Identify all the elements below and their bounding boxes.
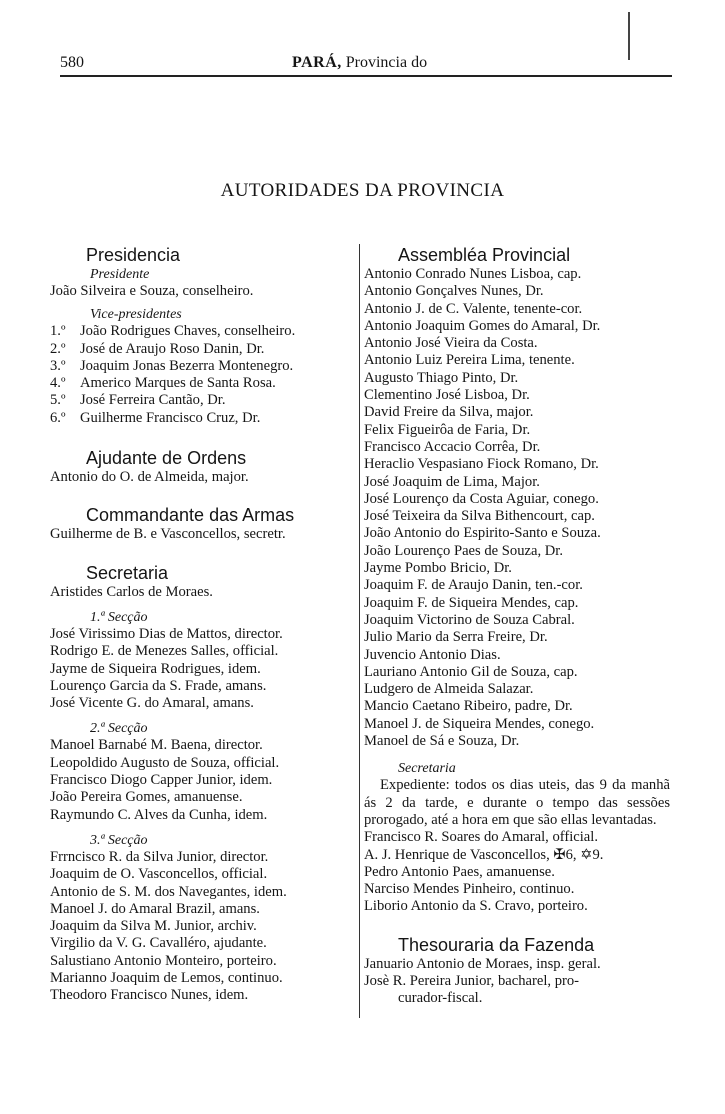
section-heading-assemblea: Assembléa Provincial bbox=[398, 245, 571, 265]
seccao-2-entry: João Pereira Gomes, amanuense. bbox=[50, 789, 243, 806]
subheading-assemblea-secretaria: Secretaria bbox=[398, 761, 456, 777]
assemblea-member: Ludgero de Almeida Salazar. bbox=[364, 681, 534, 698]
thesouraria-entry-continuation: curador-fiscal. bbox=[398, 990, 483, 1007]
expediente-paragraph: Expediente: todos os dias uteis, das 9 da manhã ás 2 da tarde, e durante o tempo das sessões prorogado, até a hora em que são ellas levantadas. bbox=[364, 777, 670, 828]
vice-president-entry: 3.º Joaquim Jonas Bezerra Montenegro. bbox=[50, 357, 294, 374]
seccao-3-entry: Salustiano Antonio Monteiro, porteiro. bbox=[50, 952, 277, 969]
assemblea-member: José Teixeira da Silva Bithencourt, cap. bbox=[364, 508, 595, 525]
subheading-presidente: Presidente bbox=[90, 267, 150, 282]
assemblea-member: Joaquim F. de Siqueira Mendes, cap. bbox=[364, 594, 579, 611]
assemblea-member: Antonio Gonçalves Nunes, Dr. bbox=[364, 283, 544, 300]
seccao-2-entry: Manoel Barnabé M. Baena, director. bbox=[50, 737, 263, 754]
assemblea-member: Antonio Joaquim Gomes do Amaral, Dr. bbox=[364, 317, 601, 334]
header-rule bbox=[60, 75, 672, 77]
page-number: 580 bbox=[60, 54, 84, 71]
assemblea-member: Joaquim F. de Araujo Danin, ten.-cor. bbox=[364, 577, 583, 594]
assemblea-member: Julio Mario da Serra Freire, Dr. bbox=[364, 629, 548, 646]
assemblea-member: David Freire da Silva, major. bbox=[364, 404, 534, 421]
section-heading-secretaria: Secretaria bbox=[86, 562, 169, 583]
assemblea-member: Joaquim Victorino de Souza Cabral. bbox=[364, 611, 575, 628]
seccao-2-entry: Leopoldido Augusto de Souza, official. bbox=[50, 754, 280, 771]
secretaria-head-entry: Aristides Carlos de Moraes. bbox=[50, 583, 213, 600]
subheading-seccao-3: 3.ª Secção bbox=[90, 832, 148, 848]
assemblea-member: Manoel de Sá e Souza, Dr. bbox=[364, 733, 520, 750]
assemblea-staff-entry: Narciso Mendes Pinheiro, continuo. bbox=[364, 881, 575, 898]
vice-president-entry: 6.º Guilherme Francisco Cruz, Dr. bbox=[50, 409, 261, 426]
assemblea-member: Lauriano Antonio Gil de Souza, cap. bbox=[364, 663, 578, 680]
seccao-3-entry: Theodoro Francisco Nunes, idem. bbox=[50, 987, 249, 1004]
assemblea-member: Felix Figueirôa de Faria, Dr. bbox=[364, 421, 531, 438]
assemblea-member: Antonio Luiz Pereira Lima, tenente. bbox=[364, 352, 575, 369]
seccao-3-entry: Virgilio da V. G. Cavalléro, ajudante. bbox=[50, 935, 267, 952]
left-column bbox=[50, 244, 356, 1005]
commandante-entry: Guilherme de B. e Vasconcellos, secretr. bbox=[50, 526, 286, 543]
subheading-seccao-2: 2.ª Secção bbox=[90, 721, 148, 737]
running-title bbox=[292, 54, 427, 72]
margin-mark bbox=[628, 12, 630, 60]
assemblea-member: Antonio José Vieira da Costa. bbox=[364, 335, 538, 352]
assemblea-member: João Lourenço Paes de Souza, Dr. bbox=[364, 542, 563, 559]
seccao-3-entry: Marianno Joaquim de Lemos, continuo. bbox=[50, 970, 283, 987]
assemblea-staff-entry: A. J. Henrique de Vasconcellos, ✠6, ✡9. bbox=[364, 846, 604, 863]
seccao-1-entry: José Virissimo Dias de Mattos, director. bbox=[50, 625, 283, 642]
assemblea-member: Augusto Thiago Pinto, Dr. bbox=[364, 369, 519, 386]
seccao-3-entry: Joaquim da Silva M. Junior, archiv. bbox=[50, 918, 257, 935]
column-divider bbox=[359, 244, 360, 1018]
seccao-3-entry: Joaquim de O. Vasconcellos, official. bbox=[50, 866, 268, 883]
president-name: João Silveira e Souza, conselheiro. bbox=[50, 283, 254, 299]
assemblea-member: Antonio J. de C. Valente, tenente-cor. bbox=[364, 300, 583, 317]
seccao-1-entry: Lourenço Garcia da S. Frade, amans. bbox=[50, 677, 267, 694]
right-column bbox=[364, 244, 670, 1008]
vice-president-entry: 4.º Americo Marques de Santa Rosa. bbox=[50, 375, 276, 392]
subheading-seccao-1: 1.ª Secção bbox=[90, 609, 148, 625]
assemblea-staff-entry: Francisco R. Soares do Amaral, official. bbox=[364, 829, 598, 846]
assemblea-member: José Joaquim de Lima, Major. bbox=[364, 473, 540, 490]
seccao-1-entry: José Vicente G. do Amaral, amans. bbox=[50, 695, 254, 712]
section-heading-thesouraria: Thesouraria da Fazenda bbox=[398, 934, 595, 955]
assemblea-member: José Lourenço da Costa Aguiar, conego. bbox=[364, 490, 599, 507]
seccao-1-entry: Jayme de Siqueira Rodrigues, idem. bbox=[50, 660, 261, 677]
seccao-2-entry: Raymundo C. Alves da Cunha, idem. bbox=[50, 806, 268, 823]
assemblea-member: Mancio Caetano Ribeiro, padre, Dr. bbox=[364, 698, 573, 715]
assemblea-member: Juvencio Antonio Dias. bbox=[364, 646, 501, 663]
section-heading-commandante: Commandante das Armas bbox=[86, 505, 295, 526]
vice-president-entry: 1.º João Rodrigues Chaves, conselheiro. bbox=[50, 323, 296, 340]
vice-president-entry: 5.º José Ferreira Cantão, Dr. bbox=[50, 392, 226, 409]
ajudante-entry: Antonio do O. de Almeida, major. bbox=[50, 469, 249, 486]
assemblea-member: Francisco Accacio Corrêa, Dr. bbox=[364, 438, 541, 455]
thesouraria-entry: Josè R. Pereira Junior, bacharel, pro- bbox=[364, 972, 580, 989]
running-title-bold: PARÁ, bbox=[292, 54, 342, 71]
section-heading-ajudante: Ajudante de Ordens bbox=[86, 448, 247, 469]
running-title-rest: Provincia do bbox=[345, 54, 428, 71]
seccao-2-entry: Francisco Diogo Capper Junior, idem. bbox=[50, 772, 273, 789]
thesouraria-entry: Januario Antonio de Moraes, insp. geral. bbox=[364, 955, 601, 972]
main-title: AUTORIDADES DA PROVINCIA bbox=[220, 180, 505, 201]
seccao-3-entry: Manoel J. do Amaral Brazil, amans. bbox=[50, 900, 260, 917]
assemblea-staff-entry: Pedro Antonio Paes, amanuense. bbox=[364, 863, 555, 880]
seccao-1-entry: Rodrigo E. de Menezes Salles, official. bbox=[50, 643, 279, 660]
assemblea-member: João Antonio do Espirito-Santo e Souza. bbox=[364, 525, 601, 542]
assemblea-member: Heraclio Vespasiano Fiock Romano, Dr. bbox=[364, 456, 599, 473]
assemblea-member: Jayme Pombo Bricio, Dr. bbox=[364, 560, 512, 577]
section-heading-presidencia: Presidencia bbox=[86, 245, 181, 265]
seccao-3-entry: Antonio de S. M. dos Navegantes, idem. bbox=[50, 883, 287, 900]
assemblea-member: Clementino José Lisboa, Dr. bbox=[364, 387, 530, 404]
assemblea-staff-entry: Liborio Antonio da S. Cravo, porteiro. bbox=[364, 898, 588, 915]
vice-president-entry: 2.º José de Araujo Roso Danin, Dr. bbox=[50, 340, 265, 357]
seccao-3-entry: Frrncisco R. da Silva Junior, director. bbox=[50, 848, 269, 865]
running-header bbox=[60, 54, 672, 76]
assemblea-member: Antonio Conrado Nunes Lisboa, cap. bbox=[364, 266, 582, 282]
subheading-vice-presidentes: Vice-presidentes bbox=[90, 307, 182, 323]
assemblea-member: Manoel J. de Siqueira Mendes, conego. bbox=[364, 715, 595, 732]
